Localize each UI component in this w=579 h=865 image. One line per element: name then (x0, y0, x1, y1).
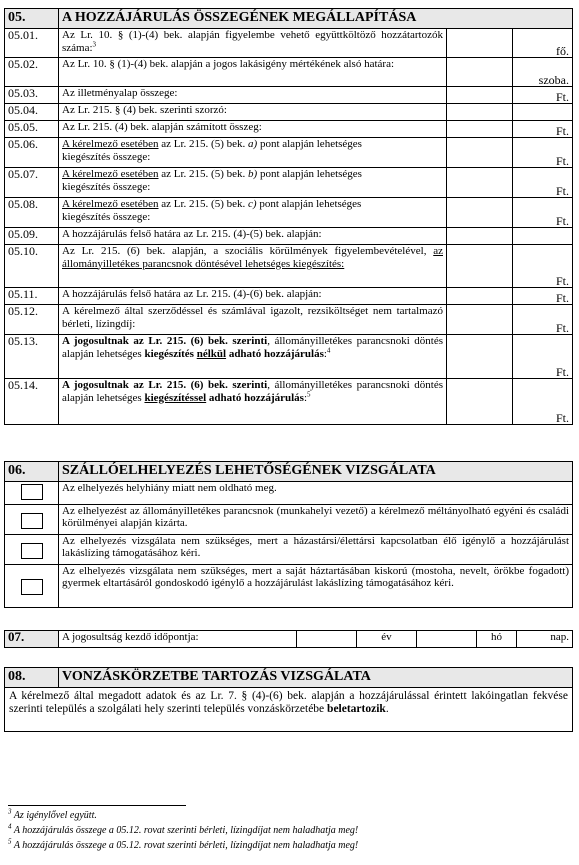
section-title: VONZÁSKÖRZETBE TARTOZÁS VIZSGÁLATA (59, 668, 573, 688)
row-text: A hozzájárulás felső határa az Lr. 215. (4)-(5) bek. alapján: (59, 228, 447, 245)
value-field[interactable] (447, 228, 513, 245)
row-text: A jogosultság kezdő időpontja: (59, 631, 297, 648)
value-field[interactable] (447, 121, 513, 138)
row-text: A jogosultnak az Lr. 215. (6) bek. szerinti, állományilletékes parancsnoki döntés alapján lehetséges kiegészítéssel adható hozzájárulás:$^5$ (59, 379, 447, 425)
value-field[interactable] (447, 288, 513, 305)
month-input[interactable] (417, 631, 477, 648)
row-text: Az elhelyezés vizsgálata nem szükséges, mert a házastársi/élettársi kapcsolatban élő igénylő a hozzájárulást lakáslízing támogatásához kéri. (59, 534, 573, 564)
row-unit: Ft. (513, 335, 573, 379)
section-08-body (5, 688, 573, 732)
section-number: 07. (5, 631, 59, 648)
row-text: Az Lr. 215. § (4) bek. szerinti szorzó: (59, 104, 447, 121)
value-field[interactable] (447, 104, 513, 121)
value-field[interactable] (447, 168, 513, 198)
table-row (5, 245, 573, 288)
checkbox-row (5, 564, 573, 607)
checkbox[interactable] (21, 513, 43, 529)
section-07-table (4, 630, 573, 648)
row-unit (513, 104, 573, 121)
value-field[interactable] (447, 379, 513, 425)
table-row (5, 288, 573, 305)
row-id: 05.01. (5, 29, 59, 58)
row-text: Az Lr. 10. § (1)-(4) bek. alapján figyelembe vehető együttköltöző hozzátartozók száma:$^3$ (59, 29, 447, 58)
row-text: Az elhelyezés helyhiány miatt nem oldható meg. (59, 482, 573, 505)
value-field[interactable] (447, 198, 513, 228)
row-text: A jogosultnak az Lr. 215. (6) bek. szerinti, állományilletékes parancsnoki döntés alapján lehetséges kiegészítés nélkül adható hozzájárulás:$^4$ (59, 335, 447, 379)
table-row (5, 138, 573, 168)
value-field[interactable] (447, 335, 513, 379)
year-input[interactable] (297, 631, 357, 648)
row-text: A kérelmező által megadott adatok és az Lr. 7. § (4)-(6) bek. alapján a hozzájárulással érintett lakóingatlan fekvése szerinti település a szolgálati hely szerinti település vonzáskörzetébe beletartozik. (5, 688, 573, 732)
checkbox[interactable] (21, 579, 43, 595)
row-id: 05.06. (5, 138, 59, 168)
value-field[interactable] (447, 305, 513, 335)
section-number: 08. (5, 668, 59, 688)
year-label: év (357, 631, 417, 648)
footnote-divider (8, 805, 186, 806)
row-id: 05.08. (5, 198, 59, 228)
row-unit: Ft. (513, 198, 573, 228)
value-field[interactable] (447, 29, 513, 58)
row-unit: Ft. (513, 168, 573, 198)
footnote: $^3$ Az igénylővel együtt. (8, 807, 97, 821)
month-label: hó (477, 631, 517, 648)
table-row (5, 58, 573, 87)
row-id: 05.03. (5, 87, 59, 104)
row-unit: Ft. (513, 245, 573, 288)
value-field[interactable] (447, 245, 513, 288)
table-row (5, 335, 573, 379)
section-06-table (4, 461, 573, 608)
day-label: nap. (517, 631, 573, 648)
table-row (5, 379, 573, 425)
section-number: 05. (5, 9, 59, 29)
row-unit: Ft. (513, 305, 573, 335)
row-id: 05.07. (5, 168, 59, 198)
row-unit: fő. (513, 29, 573, 58)
checkbox[interactable] (21, 543, 43, 559)
row-id: 05.12. (5, 305, 59, 335)
table-row (5, 87, 573, 104)
section-title: A HOZZÁJÁRULÁS ÖSSZEGÉNEK MEGÁLLAPÍTÁSA (59, 9, 573, 29)
table-row (5, 121, 573, 138)
table-row (5, 305, 573, 335)
row-text: A kérelmező által szerződéssel és számlával igazolt, rezsiköltséget nem tartalmazó bérleti, lízingdíj: (59, 305, 447, 335)
value-field[interactable] (447, 87, 513, 104)
section-08-header (5, 668, 573, 688)
row-unit (513, 228, 573, 245)
row-id: 05.10. (5, 245, 59, 288)
row-text: A kérelmező esetében az Lr. 215. (5) bek. a) pont alapján lehetséges kiegészítés összege: (59, 138, 447, 168)
row-text: Az illetményalap összege: (59, 87, 447, 104)
section-08-table (4, 667, 573, 732)
row-text: A kérelmező esetében az Lr. 215. (5) bek. b) pont alapján lehetséges kiegészítés összege: (59, 168, 447, 198)
checkbox-row (5, 504, 573, 534)
table-row (5, 29, 573, 58)
row-unit: Ft. (513, 121, 573, 138)
row-unit: Ft. (513, 87, 573, 104)
value-field[interactable] (447, 138, 513, 168)
row-text: A kérelmező esetében az Lr. 215. (5) bek. c) pont alapján lehetséges kiegészítés összege: (59, 198, 447, 228)
row-text: A hozzájárulás felső határa az Lr. 215. (4)-(6) bek. alapján: (59, 288, 447, 305)
section-06-header (5, 462, 573, 482)
table-row (5, 228, 573, 245)
row-id: 05.05. (5, 121, 59, 138)
checkbox-row (5, 482, 573, 505)
row-id: 05.11. (5, 288, 59, 305)
row-id: 05.02. (5, 58, 59, 87)
checkbox-row (5, 534, 573, 564)
row-text: Az elhelyezés vizsgálata nem szükséges, mert a saját háztartásában kiskorú (mostoha, nevelt, örökbe fogadott) gyermek eltartásáról gondoskodó igénylő a hozzájárulást lakáslízing támogatásához kéri. (59, 564, 573, 607)
row-id: 05.04. (5, 104, 59, 121)
checkbox[interactable] (21, 484, 43, 500)
row-text: Az elhelyezést az állományilletékes parancsnok (munkahelyi vezető) a kérelmező méltányolható egyéni és családi körülményei alapján kizárta. (59, 504, 573, 534)
row-unit: Ft. (513, 288, 573, 305)
section-05-header (5, 9, 573, 29)
row-id: 05.09. (5, 228, 59, 245)
row-id: 05.13. (5, 335, 59, 379)
row-text: Az Lr. 215. (6) bek. alapján, a szociális körülmények figyelembevételével, az állományilletékes parancsnok döntésével lehetséges kiegészítés: (59, 245, 447, 288)
footnote: $^4$ A hozzájárulás összege a 05.12. rovat szerinti bérleti, lízingdíjat nem haladhatja meg! (8, 822, 359, 836)
section-title: SZÁLLÓELHELYEZÉS LEHETŐSÉGÉNEK VIZSGÁLATA (59, 462, 573, 482)
footnote: $^5$ A hozzájárulás összege a 05.12. rovat szerinti bérleti, lízingdíjat nem haladhatja meg! (8, 837, 359, 851)
section-05-table (4, 8, 573, 425)
row-unit: Ft. (513, 379, 573, 425)
row-text: Az Lr. 215. (4) bek. alapján számított összeg: (59, 121, 447, 138)
table-row (5, 198, 573, 228)
row-text: Az Lr. 10. § (1)-(4) bek. alapján a jogos lakásigény mértékének alsó határa: (59, 58, 447, 87)
value-field[interactable] (447, 58, 513, 87)
row-unit: Ft. (513, 138, 573, 168)
row-unit: szoba. (513, 58, 573, 87)
row-id: 05.14. (5, 379, 59, 425)
section-number: 06. (5, 462, 59, 482)
start-date-row (5, 631, 573, 648)
table-row (5, 104, 573, 121)
table-row (5, 168, 573, 198)
